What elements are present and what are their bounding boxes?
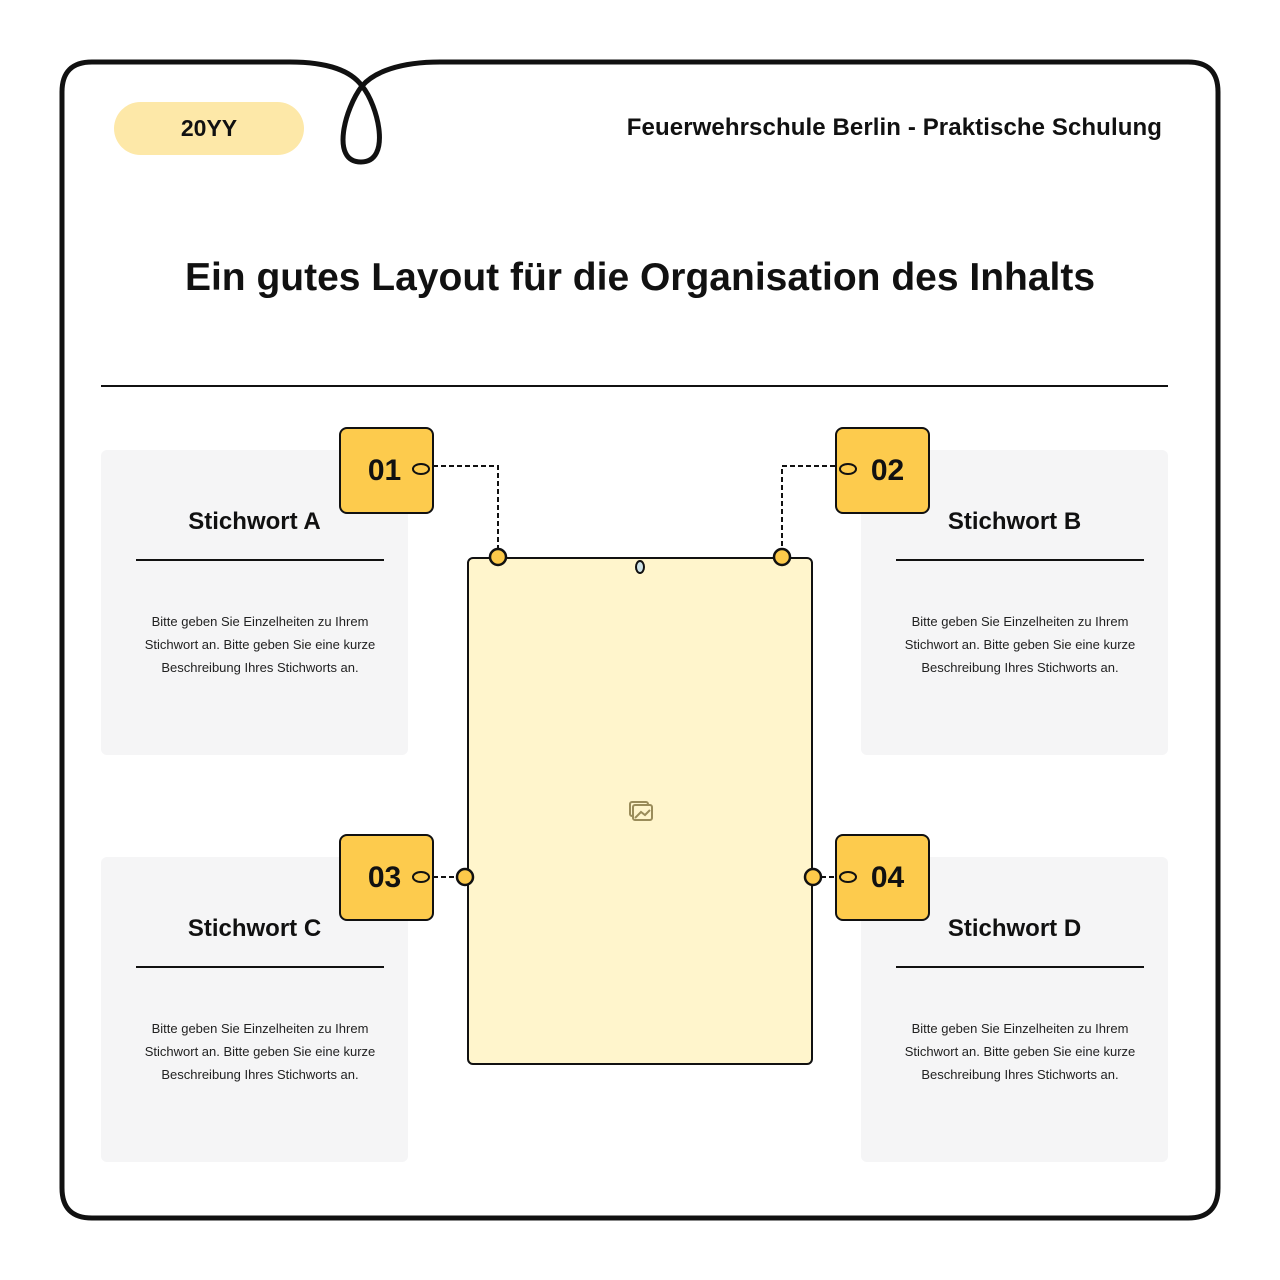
card-description: Bitte geben Sie Einzelheiten zu Ihrem Stichwort an. Bitte geben Sie eine kurze Beschreibung Ihres Stichworts an. bbox=[904, 1021, 1136, 1082]
badge-loop-03 bbox=[413, 872, 429, 882]
badge-loop-04 bbox=[840, 872, 856, 882]
image-placeholder-icon bbox=[630, 802, 652, 820]
card-description: Bitte geben Sie Einzelheiten zu Ihrem Stichwort an. Bitte geben Sie eine kurze Beschreibung Ihres Stichworts an. bbox=[904, 614, 1136, 675]
badge-loop-01 bbox=[413, 464, 429, 474]
connector-dot bbox=[490, 549, 506, 565]
card-title: Stichwort D bbox=[947, 915, 1082, 942]
number-badge-02: 02 bbox=[835, 427, 930, 514]
card-title: Stichwort C bbox=[187, 915, 322, 942]
card-title: Stichwort A bbox=[188, 508, 321, 535]
connector-dot bbox=[805, 869, 821, 885]
organization-name: Feuerwehrschule Berlin - Praktische Schulung bbox=[626, 114, 1162, 141]
connector-dot bbox=[457, 869, 473, 885]
year-badge: 20YY bbox=[114, 102, 304, 155]
center-notch bbox=[636, 561, 644, 573]
connector-dot bbox=[774, 549, 790, 565]
number-badge-01: 01 bbox=[339, 427, 434, 514]
card-title: Stichwort B bbox=[947, 508, 1082, 535]
card-description: Bitte geben Sie Einzelheiten zu Ihrem Stichwort an. Bitte geben Sie eine kurze Beschreibung Ihres Stichworts an. bbox=[144, 614, 376, 675]
page-title: Ein gutes Layout für die Organisation des Inhalts bbox=[184, 256, 1096, 299]
badge-loop-02 bbox=[840, 464, 856, 474]
card-description: Bitte geben Sie Einzelheiten zu Ihrem Stichwort an. Bitte geben Sie eine kurze Beschreibung Ihres Stichworts an. bbox=[144, 1021, 376, 1082]
number-badge-03: 03 bbox=[339, 834, 434, 921]
number-badge-04: 04 bbox=[835, 834, 930, 921]
